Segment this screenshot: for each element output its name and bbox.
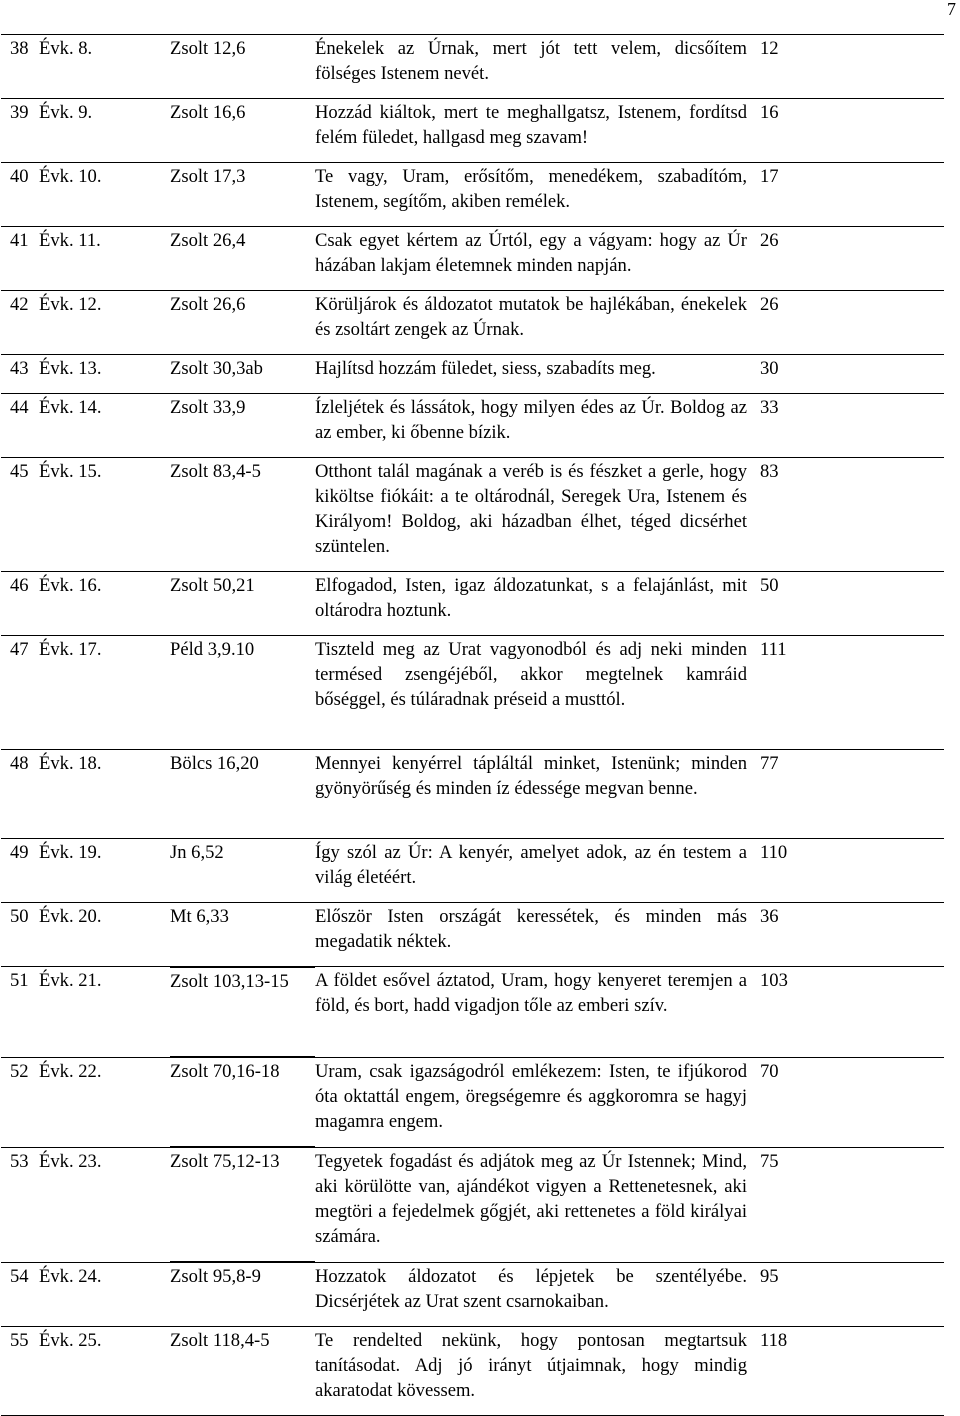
row-song-number: 16: [755, 99, 944, 163]
row-song-number: 95: [755, 1263, 944, 1327]
row-scripture-ref: Zsolt 103,13-15: [170, 967, 315, 1057]
row-scripture-ref: Zsolt 26,6: [170, 291, 315, 355]
row-scripture-ref: Zsolt 75,12-13: [170, 1147, 315, 1262]
row-sunday: Évk. 13.: [39, 355, 170, 394]
row-number: 41: [1, 227, 39, 291]
row-song-number: 17: [755, 163, 944, 227]
row-song-number: 75: [755, 1147, 944, 1263]
row-song-number: 12: [755, 35, 944, 99]
row-song-number: 103: [755, 967, 944, 1058]
row-scripture-ref: Zsolt 17,3: [170, 163, 315, 227]
table-row: [1, 35, 944, 99]
row-scripture-ref: Zsolt 12,6: [170, 35, 315, 99]
row-song-number: 110: [755, 839, 944, 903]
row-sunday: Évk. 19.: [39, 839, 170, 903]
row-song-number: 70: [755, 1057, 944, 1147]
row-number: 42: [1, 291, 39, 355]
row-sunday: Évk. 23.: [39, 1147, 170, 1263]
row-scripture-ref: Zsolt 26,4: [170, 227, 315, 291]
table-row: [1, 636, 944, 750]
row-song-number: 36: [755, 903, 944, 967]
row-number: 38: [1, 35, 39, 99]
table-row: [1, 572, 944, 636]
row-antiphon-text: Elfogadod, Isten, igaz áldozatunkat, s a felajánlást, mit oltárodra hoztunk.: [315, 572, 755, 636]
psalm-table: [1, 34, 944, 1416]
row-song-number: 33: [755, 394, 944, 458]
row-number: 53: [1, 1147, 39, 1263]
row-sunday: Évk. 18.: [39, 750, 170, 839]
row-scripture-ref: Zsolt 16,6: [170, 99, 315, 163]
table-row: [1, 355, 944, 394]
row-scripture-ref: Péld 3,9.10: [170, 636, 315, 750]
row-number: 43: [1, 355, 39, 394]
row-number: 44: [1, 394, 39, 458]
row-scripture-ref: Zsolt 50,21: [170, 572, 315, 636]
row-sunday: Évk. 21.: [39, 967, 170, 1058]
table-row: [1, 967, 944, 1058]
row-sunday: Évk. 24.: [39, 1263, 170, 1327]
row-scripture-ref: Jn 6,52: [170, 839, 315, 903]
row-antiphon-text: Tegyetek fogadást és adjátok meg az Úr Istennek; Mind, aki körülötte van, ajándékot vigyen a Rettenetesnek, aki megtöri a fejedelmek gőgjét, aki rettenetes a föld királyai számára.: [315, 1147, 755, 1263]
table-row: [1, 839, 944, 903]
row-song-number: 111: [755, 636, 944, 750]
table-row: [1, 750, 944, 839]
row-scripture-ref: Zsolt 83,4-5: [170, 458, 315, 572]
row-antiphon-text: Csak egyet kértem az Úrtól, egy a vágyam: hogy az Úr házában lakjam életemnek minden napján.: [315, 227, 755, 291]
row-song-number: 26: [755, 227, 944, 291]
table-row: [1, 1147, 944, 1263]
table-row: [1, 163, 944, 227]
row-antiphon-text: Énekelek az Úrnak, mert jót tett velem, dicsőítem fölséges Istenem nevét.: [315, 35, 755, 99]
row-antiphon-text: Mennyei kenyérrel tápláltál minket, Istenünk; minden gyönyörűség és minden íz édessége megvan benne.: [315, 750, 755, 839]
row-number: 45: [1, 458, 39, 572]
row-number: 51: [1, 967, 39, 1058]
page-number: 7: [947, 0, 956, 19]
table-row: [1, 458, 944, 572]
row-song-number: 77: [755, 750, 944, 839]
row-scripture-ref: Zsolt 33,9: [170, 394, 315, 458]
row-sunday: Évk. 10.: [39, 163, 170, 227]
table-row: [1, 1057, 944, 1147]
row-number: 46: [1, 572, 39, 636]
row-sunday: Évk. 25.: [39, 1327, 170, 1416]
table-row: [1, 1263, 944, 1327]
table-body: [1, 35, 944, 1416]
row-scripture-ref: Bölcs 16,20: [170, 750, 315, 839]
row-sunday: Évk. 8.: [39, 35, 170, 99]
row-number: 49: [1, 839, 39, 903]
row-scripture-ref: Zsolt 30,3ab: [170, 355, 315, 394]
row-sunday: Évk. 9.: [39, 99, 170, 163]
table-row: [1, 227, 944, 291]
row-antiphon-text: Hozzád kiáltok, mert te meghallgatsz, Istenem, fordítsd felém füledet, hallgasd meg szavam!: [315, 99, 755, 163]
row-antiphon-text: Tiszteld meg az Urat vagyonodból és adj neki minden termésed zsengéjéből, akkor megtelnek kamráid bőséggel, és túláradnak préseid a musttól.: [315, 636, 755, 750]
row-number: 54: [1, 1263, 39, 1327]
row-antiphon-text: Hozzatok áldozatot és lépjetek be szentélyébe. Dicsérjétek az Urat szent csarnokaiban.: [315, 1263, 755, 1327]
row-scripture-ref: Zsolt 70,16-18: [170, 1057, 315, 1147]
row-number: 52: [1, 1057, 39, 1147]
row-number: 48: [1, 750, 39, 839]
row-number: 50: [1, 903, 39, 967]
row-antiphon-text: Így szól az Úr: A kenyér, amelyet adok, az én testem a világ életéért.: [315, 839, 755, 903]
row-sunday: Évk. 12.: [39, 291, 170, 355]
row-sunday: Évk. 17.: [39, 636, 170, 750]
row-antiphon-text: Először Isten országát keressétek, és minden más megadatik néktek.: [315, 903, 755, 967]
row-song-number: 118: [755, 1327, 944, 1416]
row-sunday: Évk. 22.: [39, 1057, 170, 1147]
row-number: 39: [1, 99, 39, 163]
row-antiphon-text: Uram, csak igazságodról emlékezem: Isten, te ifjúkorod óta oktattál engem, öregségemre és aggkoromra se hagyj magamra engem.: [315, 1057, 755, 1147]
row-number: 47: [1, 636, 39, 750]
row-antiphon-text: A földet esővel áztatod, Uram, hogy kenyeret teremjen a föld, és bort, hadd vigadjon tőle az emberi szív.: [315, 967, 755, 1058]
row-song-number: 83: [755, 458, 944, 572]
row-antiphon-text: Ízleljétek és lássátok, hogy milyen édes az Úr. Boldog az az ember, ki őbenne bízik.: [315, 394, 755, 458]
row-number: 40: [1, 163, 39, 227]
table-row: [1, 1327, 944, 1416]
row-song-number: 50: [755, 572, 944, 636]
row-antiphon-text: Hajlítsd hozzám füledet, siess, szabadíts meg.: [315, 355, 755, 394]
row-scripture-ref: Zsolt 118,4-5: [170, 1327, 315, 1416]
row-number: 55: [1, 1327, 39, 1416]
table-row: [1, 903, 944, 967]
row-antiphon-text: Körüljárok és áldozatot mutatok be hajlékában, énekelek és zsoltárt zengek az Úrnak.: [315, 291, 755, 355]
row-sunday: Évk. 11.: [39, 227, 170, 291]
row-antiphon-text: Te vagy, Uram, erősítőm, menedékem, szabadítóm, Istenem, segítőm, akiben remélek.: [315, 163, 755, 227]
row-antiphon-text: Te rendelted nekünk, hogy pontosan megtartsuk tanításodat. Adj jó irányt útjaimnak, hogy mindig akaratodat kövessem.: [315, 1327, 755, 1416]
table-row: [1, 291, 944, 355]
row-sunday: Évk. 14.: [39, 394, 170, 458]
row-sunday: Évk. 20.: [39, 903, 170, 967]
row-song-number: 30: [755, 355, 944, 394]
row-scripture-ref: Mt 6,33: [170, 903, 315, 967]
row-scripture-ref: Zsolt 95,8-9: [170, 1263, 315, 1327]
row-song-number: 26: [755, 291, 944, 355]
row-antiphon-text: Otthont talál magának a veréb is és fészket a gerle, hogy kiköltse fiókáit: a te oltárodnál, Seregek Ura, Istenem és Királyom! Boldog, aki házadban élhet, téged dicsérhet szüntelen.: [315, 458, 755, 572]
row-sunday: Évk. 16.: [39, 572, 170, 636]
row-sunday: Évk. 15.: [39, 458, 170, 572]
table-row: [1, 394, 944, 458]
table-row: [1, 99, 944, 163]
